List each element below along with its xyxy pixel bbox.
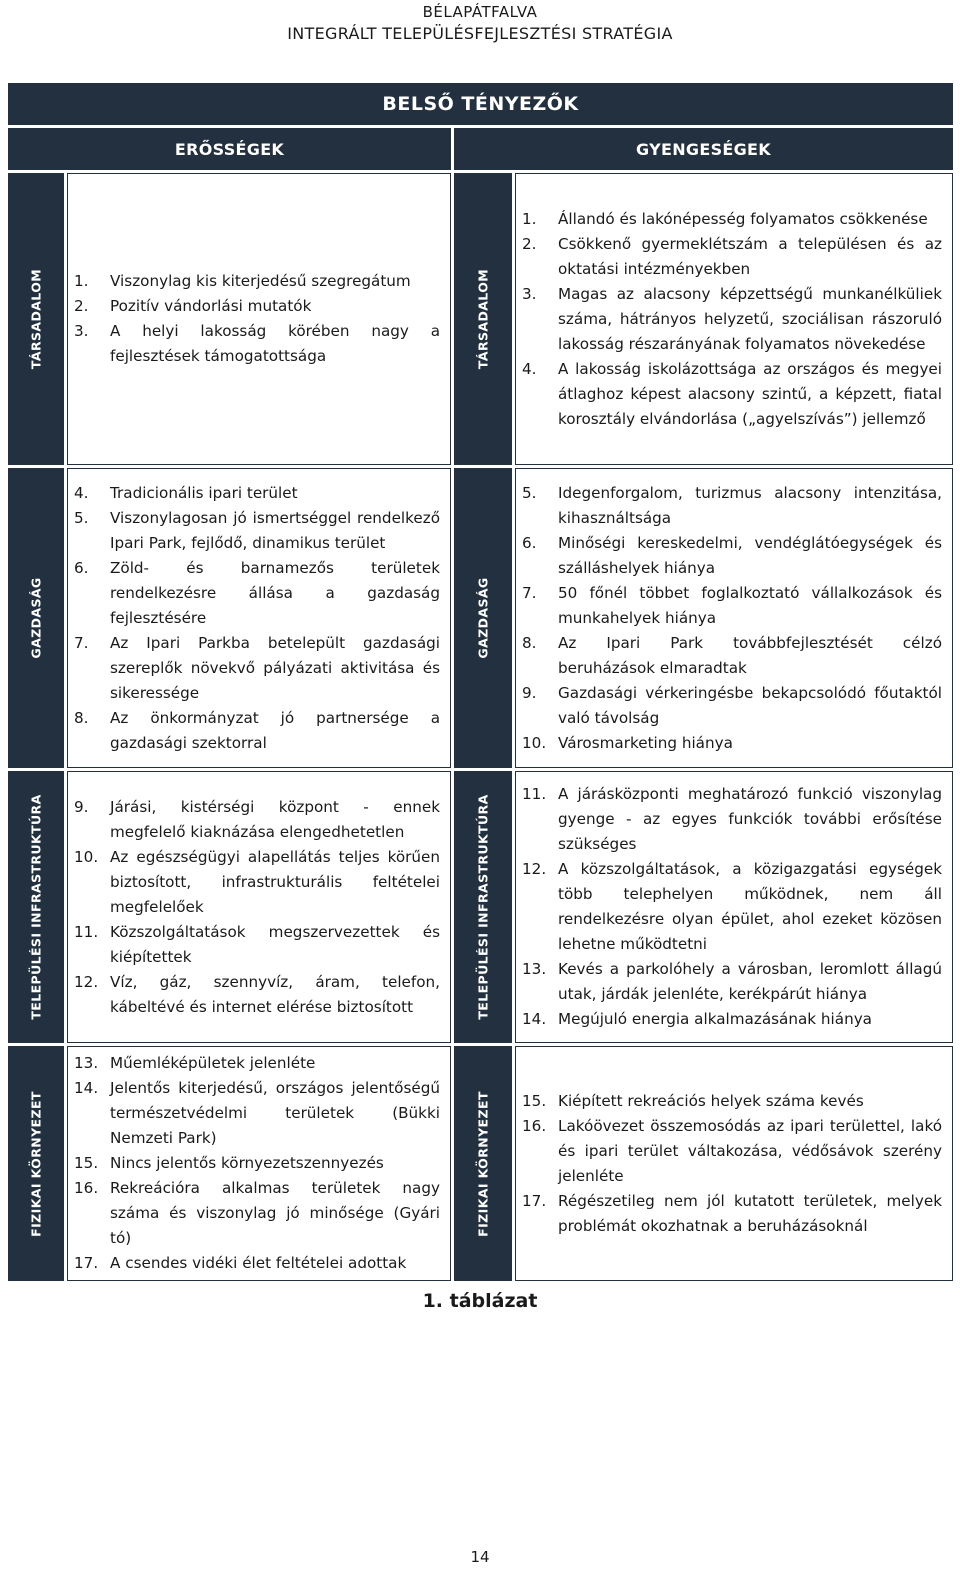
list-item [522,631,942,681]
item-text: Zöld- és barnamezős területek rendelkezésre állása a gazdaság fejlesztésére [110,558,440,627]
item-text: Rekreációra alkalmas területek nagy száma és viszonylag jó minősége (Gyári tó) [110,1179,440,1247]
item-number: 9. [522,683,537,702]
item-number: 3. [74,322,89,340]
item-number: 12. [522,860,547,878]
item-number: 8. [522,633,537,652]
item-number: 17. [522,1191,547,1210]
item-number: 14. [522,1010,547,1028]
list-item [522,731,942,756]
item-text: Tradicionális ipari terület [110,483,298,502]
strengths-cell [67,468,451,768]
item-text: Állandó és lakónépesség folyamatos csökkenése [558,209,928,228]
list-item [522,782,942,857]
list-item [74,845,440,920]
strengths-cell [67,173,451,465]
town-name: BÉLAPÁTFALVA [422,3,538,21]
table-title: BELSŐ TÉNYEZŐK [8,83,953,125]
list-item [522,681,942,731]
strengths-cell-list [68,265,450,373]
weaknesses-cell-list [516,477,952,760]
item-text: Viszonylagosan jó ismertséggel rendelkező Ipari Park, fejlődő, dinamikus terület [110,508,440,552]
category-label: FIZIKAI KÖRNYEZET [475,1090,491,1237]
item-number: 16. [74,1179,99,1197]
strength-category-cell [8,173,64,465]
item-text: A csendes vidéki élet feltételei adottak [110,1254,407,1272]
category-label: TÁRSADALOM [475,268,491,370]
list-item [522,957,942,1007]
list-item [522,357,942,432]
item-number: 6. [74,558,89,577]
item-text: Az Ipari Park továbbfejlesztését célzó beruházások elmaradtak [558,633,942,677]
item-text: A közszolgáltatások, a közigazgatási egységek több telephelyen működnek, nem áll rendelkezésre olyan épület, ahol ezeket közösen lehetne működtetni [558,860,942,953]
item-number: 2. [74,297,89,315]
table-row [8,468,953,768]
item-number: 10. [522,733,547,752]
weakness-category-cell [454,468,512,768]
item-text: Gazdasági vérkeringésbe bekapcsolódó főutaktól való távolság [558,683,942,727]
item-text: A lakosság iskolázottsága az országos és megyei átlaghoz képest alacsony szintű, a képzett, fiatal korosztály elvándorlása („agyelszívás”) jellemző [558,359,942,428]
strength-category-cell [8,468,64,768]
list-item [74,506,440,556]
list-item [522,1089,942,1114]
list-item [522,581,942,631]
category-label: FIZIKAI KÖRNYEZET [28,1090,44,1237]
item-text: Idegenforgalom, turizmus alacsony intenzitása, kihasználtsága [558,483,942,527]
item-text: Régészetileg nem jól kutatott területek, melyek problémát okozhatnak a beruházásoknál [558,1191,942,1235]
table-row [8,771,953,1043]
list-item [522,282,942,357]
table-row [8,173,953,465]
list-item [522,1114,942,1189]
strengths-header: ERŐSSÉGEK [8,128,451,170]
strengths-cell-list [68,1047,450,1280]
weakness-category-cell [454,771,512,1043]
list-item [522,531,942,581]
list-item [74,1176,440,1251]
item-number: 12. [74,972,99,991]
list-item [74,970,440,1020]
list-item [74,1251,440,1276]
strength-category-cell [8,771,64,1043]
item-text: Megújuló energia alkalmazásának hiánya [558,1010,872,1028]
weaknesses-cell-list [516,778,952,1036]
item-text: 50 főnél többet foglalkoztató vállalkozások és munkahelyek hiánya [558,583,942,627]
strengths-cell-list [68,791,450,1024]
item-text: Jelentős kiterjedésű, országos jelentőségű természetvédelmi területek (Bükki Nemzeti Park) [110,1079,440,1147]
item-number: 11. [522,785,547,803]
item-text: Járási, kistérségi központ - ennek megfelelő kiaknázása elengedhetetlen [110,797,440,841]
page-number: 14 [470,1548,490,1566]
item-text: Pozitív vándorlási mutatók [110,297,312,315]
weakness-category-cell [454,173,512,465]
item-number: 16. [522,1116,547,1135]
weaknesses-cell [515,771,953,1043]
item-number: 8. [74,708,89,727]
strengths-cell [67,1046,451,1281]
list-item [74,1151,440,1176]
item-number: 15. [74,1154,99,1172]
item-text: Magas az alacsony képzettségű munkanélküliek száma, hátrányos helyzetű, szociálisan rászoruló lakosság részarányának folyamatos növekedése [558,284,942,353]
strength-category-cell [8,1046,64,1281]
document-title: INTEGRÁLT TELEPÜLÉSFEJLESZTÉSI STRATÉGIA [287,24,673,43]
item-text: A járásközponti meghatározó funkció viszonylag gyenge - az egyes funkciók további erősítése szükséges [558,785,942,853]
table-caption: 1. táblázat [422,1290,538,1312]
category-label: GAZDASÁG [28,577,44,659]
item-number: 11. [74,922,99,941]
weaknesses-cell [515,468,953,768]
item-number: 9. [74,797,89,816]
item-number: 4. [522,359,537,378]
item-text: A helyi lakosság körében nagy a fejlesztések támogatottsága [110,322,440,365]
item-number: 1. [74,272,89,290]
item-number: 13. [74,1054,99,1072]
item-number: 17. [74,1254,99,1272]
item-text: Minőségi kereskedelmi, vendéglátóegységek és szálláshelyek hiánya [558,533,942,577]
category-label: TELEPÜLÉSI INFRASTRUKTÚRA [475,794,491,1020]
page-header [0,2,960,46]
item-number: 6. [522,533,537,552]
list-item [74,269,440,294]
item-text: Az Ipari Parkba betelepült gazdasági szereplők növekvő pályázati aktivitása és sikeressége [110,633,440,702]
swot-table [5,80,956,1284]
strengths-cell-list [68,477,450,760]
item-number: 10. [74,847,99,866]
item-number: 5. [74,508,89,527]
list-item [74,319,440,369]
list-item [74,294,440,319]
list-item [74,920,440,970]
strengths-cell [67,771,451,1043]
category-label: TELEPÜLÉSI INFRASTRUKTÚRA [28,794,44,1020]
item-number: 13. [522,960,547,978]
list-item [522,232,942,282]
item-text: Városmarketing hiánya [558,733,733,752]
category-label: GAZDASÁG [475,577,491,659]
item-text: Nincs jelentős környezetszennyezés [110,1154,384,1172]
list-item [74,706,440,756]
item-text: Lakóövezet összemosódás az ipari területtel, lakó és ipari terület váltakozása, védősávok szerény jelenléte [558,1116,942,1185]
item-number: 1. [522,209,537,228]
list-item [74,1051,440,1076]
table-row [8,1046,953,1281]
list-item [522,857,942,957]
weaknesses-header: GYENGESÉGEK [454,128,953,170]
list-item [74,556,440,631]
list-item [74,481,440,506]
list-item [522,1189,942,1239]
list-item [522,1007,942,1032]
item-text: Kevés a parkolóhely a városban, leromlott állagú utak, járdák jelenléte, kerékpárút hiánya [558,960,942,1003]
list-item [522,481,942,531]
weakness-category-cell [454,1046,512,1281]
item-text: Az egészségügyi alapellátás teljes körűen biztosított, infrastrukturális feltételei megfelelőek [110,847,440,916]
item-number: 4. [74,483,89,502]
item-text: Kiépített rekreációs helyek száma kevés [558,1091,864,1110]
item-number: 5. [522,483,537,502]
list-item [74,795,440,845]
weaknesses-cell [515,173,953,465]
weaknesses-cell [515,1046,953,1281]
item-number: 14. [74,1079,99,1097]
category-label: TÁRSADALOM [28,268,44,370]
item-text: Viszonylag kis kiterjedésű szegregátum [110,272,411,290]
weaknesses-cell-list [516,1085,952,1243]
item-text: Csökkenő gyermeklétszám a településen és az oktatási intézményekben [558,234,942,278]
list-item [74,631,440,706]
list-item [74,1076,440,1151]
item-number: 2. [522,234,537,253]
item-text: Az önkormányzat jó partnersége a gazdasági szektorral [110,708,440,752]
item-text: Közszolgáltatások megszervezettek és kiépítettek [110,922,440,966]
item-number: 7. [522,583,537,602]
item-number: 7. [74,633,89,652]
list-item [522,207,942,232]
weaknesses-cell-list [516,203,952,436]
item-number: 3. [522,284,537,303]
item-number: 15. [522,1091,547,1110]
item-text: Víz, gáz, szennyvíz, áram, telefon, kábeltévé és internet elérése biztosított [110,972,440,1016]
item-text: Műemléképületek jelenléte [110,1054,316,1072]
